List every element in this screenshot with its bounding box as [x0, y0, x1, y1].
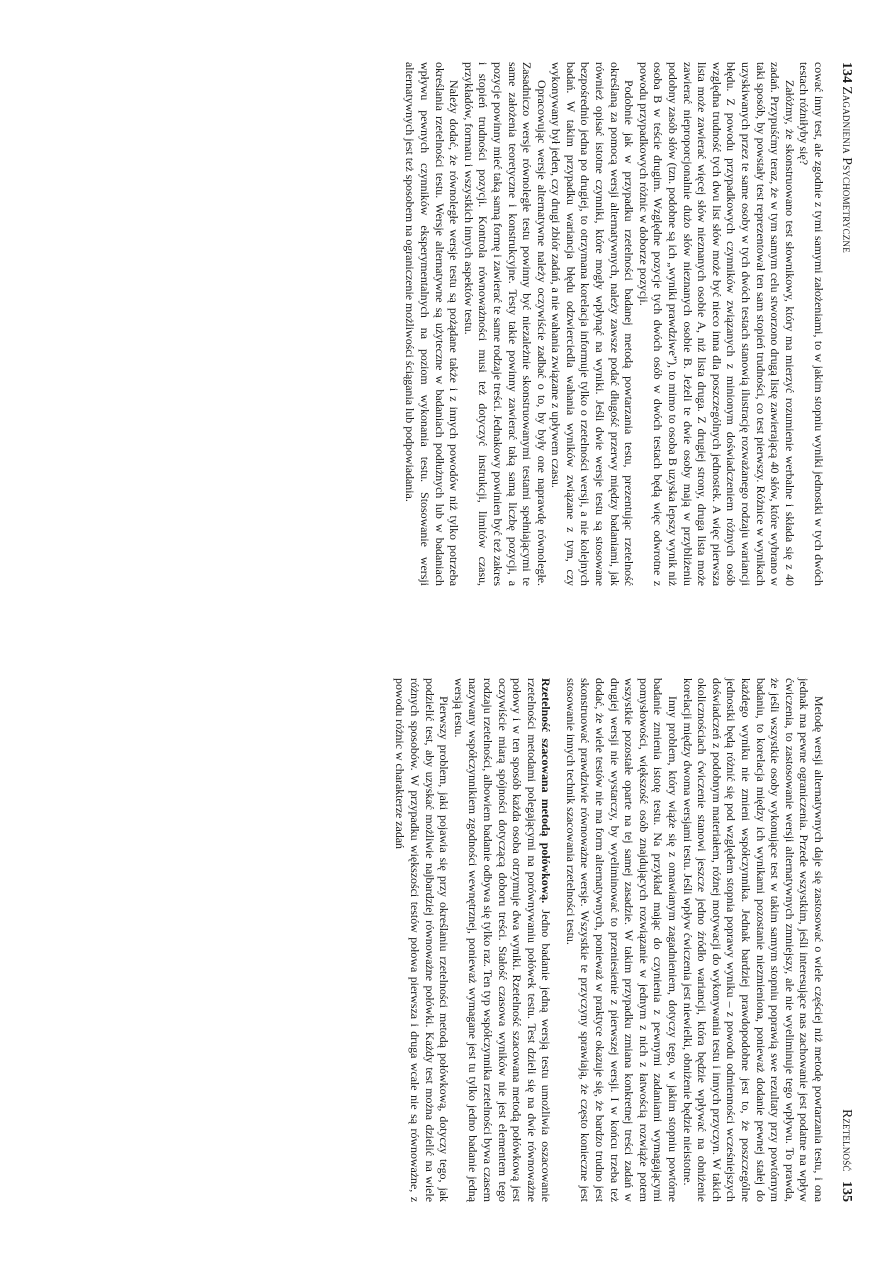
- paragraph: Podobnie jak w przypadku rzetelności badanej metodą powtarzania testu, prezentując rzetelność określaną za pomocą wersji alternatywnych, należy zawsze podać długość przerwy między badaniami, jak również opisać istotne czynniki, które mogły wpłynąć na wyniki. Jeśli dwie wersje testu są stosowane bezpośrednio jedna po drugiej, to otrzymana korelacja informuje tylko o rzetelności wersji, a nie kolejnych badań. W takim przypadku wariancja błędu odzwierciedla wahania wyników związane z tym, czy wykonywany był jeden, czy drugi zbiór zadań, a nie wahania związane z upływem czasu.: [549, 62, 637, 586]
- paragraph: Należy dodać, że równoległe wersje testu są pożądane także i z innych powodów niż tylko potrzeba określania rzetelności testu. Wersje alternatywne są użyteczne w badaniach podłużnych lub w badaniach wpływu pewnych czynników eksperymentalnych na poziom wykonania testu. Stosowanie wersji alternatywnych jest też sposobem na ograniczenie możliwości ściągania lub podpowiadania.: [403, 62, 462, 586]
- paragraph: Metodę wersji alternatywnych daje się zastosować o wiele częściej niż metodę powtarzania testu, i ona jednak ma pewne ograniczenia. Przede wszystkim, jeśli interesujące nas zachowanie jest podatne na wpływ ćwiczenia, to zastosowanie wersji alternatywnych zmniejszy, ale nie wyeliminuje tego wpływu. To prawda, że jeśli wszystkie osoby wykonujące test w takim samym stopniu poprawią swe rezultaty przy powtórnym badaniu, to korelacja między ich wynikami pozostanie niezmieniona, ponieważ dodanie pewnej stałej do każdego wyniku nie zmieni współczynnika. Jednak bardziej prawdopodobne jest to, że poszczególne jednostki będą różnić się pod względem stopnia poprawy wyniku – z powodu odmienności wcześniejszych doświadczeń z podobnym materiałem, różnej motywacji do wykonywania testu i innych przyczyn. W takich okolicznościach ćwiczenie stanowi jeszcze jedno źródło wariancji, która będzie wpływać na obniżenie korelacji między dwoma wersjami testu. Jeśli wpływ ćwiczenia jest niewielki, obniżenie będzie nieistotne.: [680, 678, 826, 1202]
- running-title: Zagadnienia Psychometryczne: [840, 86, 855, 253]
- section-text: Jedno badanie jedną wersją testu umożliwia oszacowanie rzetelności metodami polegającymi na porównywaniu połówek testu. Test dzieli się na dwie równoważne połowy i w ten sposób każda osoba otrzymuje dwa wyniki. Rzetelność szacowana metodą połówkową jest oczywiście miarą spójności dotyczącą doboru treści. Stałość czasowa wyników nie jest elementem tego rodzaju rzetelności, albowiem badanie odbywa się tylko raz. Ten typ współczynnika rzetelności bywa czasem nazywany współczynnikiem zgodności wewnętrznej, ponieważ wymagane jest tu tylko jedno badanie jedną wersją testu.: [451, 678, 554, 1202]
- paragraph: Inny problem, który wiąże się z omawianym zagadnieniem, dotyczy tego, w jakim stopniu powtórne badanie zmienia istotę testu. Na przykład mając do czynienia z pewnymi zadaniami wymagającymi pomysłowości, większość osób znajdujących rozwiązanie w jednym z nich z łatwością rozwiąże potem wszystkie pozostałe oparte na tej samej zasadzie. W takim przypadku zmiana konkretnej treści zadań w drugiej wersji nie wystarczy, by wyeliminować to przeniesienie z pierwszej wersji. I w końcu trzeba też dodać, że wiele testów nie ma form alternatywnych, ponieważ w praktyce okazuje się, że bardzo trudno jest skonstruować prawdziwie równoważne wersje. Wszystkie te przyczyny sprawiają, że często konieczne jest stosowanie innych technik szacowania rzetelności testu.: [563, 678, 681, 1202]
- paragraph: Pierwszy problem, jaki pojawia się przy określaniu rzetelności metodą połówkową, dotyczy tego, jak podzielić test, aby uzyskać możliwie najbardziej równoważne połówki. Każdy test można dzielić na wiele różnych sposobów. W przypadku większości testów połowa pierwsza i druga wcale nie są równoważne, z powodu różnic w charakterze zadań: [393, 678, 452, 1202]
- paragraph: cować inny test, ale zgodnie z tymi samymi założeniami, to w jakim stopniu wyniki jednostki w tych dwóch testach różniłyby się?: [797, 62, 826, 586]
- page-number: 135: [839, 1181, 854, 1202]
- paragraph: Załóżmy, że skonstruowano test słownikowy, który ma mierzyć rozumienie werbalne i składa się z 40 zadań. Przypuśćmy teraz, że w tym samym celu stworzono drugą listę zawierającą 40 słów, które wybrano w taki sposób, by powstały test reprezentował ten sam stopień trudności, co test pierwszy. Różnice w wynikach uzyskiwanych przez te same osoby w tych dwóch testach stanowią ilustrację rozważanego rodzaju wariancji błędu. Z powodu przypadkowych czynników związanych z minionym doświadczeniem różnych osób względna trudność tych dwu list słów może być nieco inna dla poszczególnych jednostek. A więc pierwsza lista może zawierać więcej słów nieznanych osobie A, niż lista druga. Z drugiej strony, druga lista może zawierać nieproporcjonalnie dużo słów nieznanych osobie B. Jeżeli te dwie osoby mają w przybliżeniu podobny zasób słów (tzn. podobne są ich „wyniki prawdziwe”), to mimo to osoba B uzyska lepszy wynik niż osoba B w teście drugim. Względne pozycje tych dwóch osób w dwóch testach będą więc odwrotne z powodu przypadkowych różnic w doborze pozycji.: [636, 62, 797, 586]
- running-head: [838, 678, 855, 1202]
- running-title: Rzetelność: [840, 1109, 855, 1172]
- page-134: [15, 44, 865, 604]
- paragraph: Opracowując wersje alternatywne należy oczywiście zadbać o to, by były one naprawdę równoległe. Zasadniczo wersje równoległe testu powinny być niezależnie skonstruowanymi testami spełniającymi te same założenia teoretyczne i konstrukcyjne. Testy takie powinny zawierać taką samą liczbę pozycji, a pozycje powinny mieć taką samą formę i zawierać te same rodzaje treści. Jednakowy powinien być też zakres i stopień trudności pozycji. Kontrola równoważności musi też dotyczyć instrukcji, limitów czasu, przykładów, formatu i wszystkich innych aspektów testu.: [461, 62, 549, 586]
- section-paragraph: [451, 678, 553, 1202]
- section-heading: Rzetelność szacowana metodą połówkową.: [539, 678, 554, 904]
- running-head: [838, 62, 855, 586]
- page-135: [15, 660, 865, 1220]
- page-number: 134: [839, 62, 854, 83]
